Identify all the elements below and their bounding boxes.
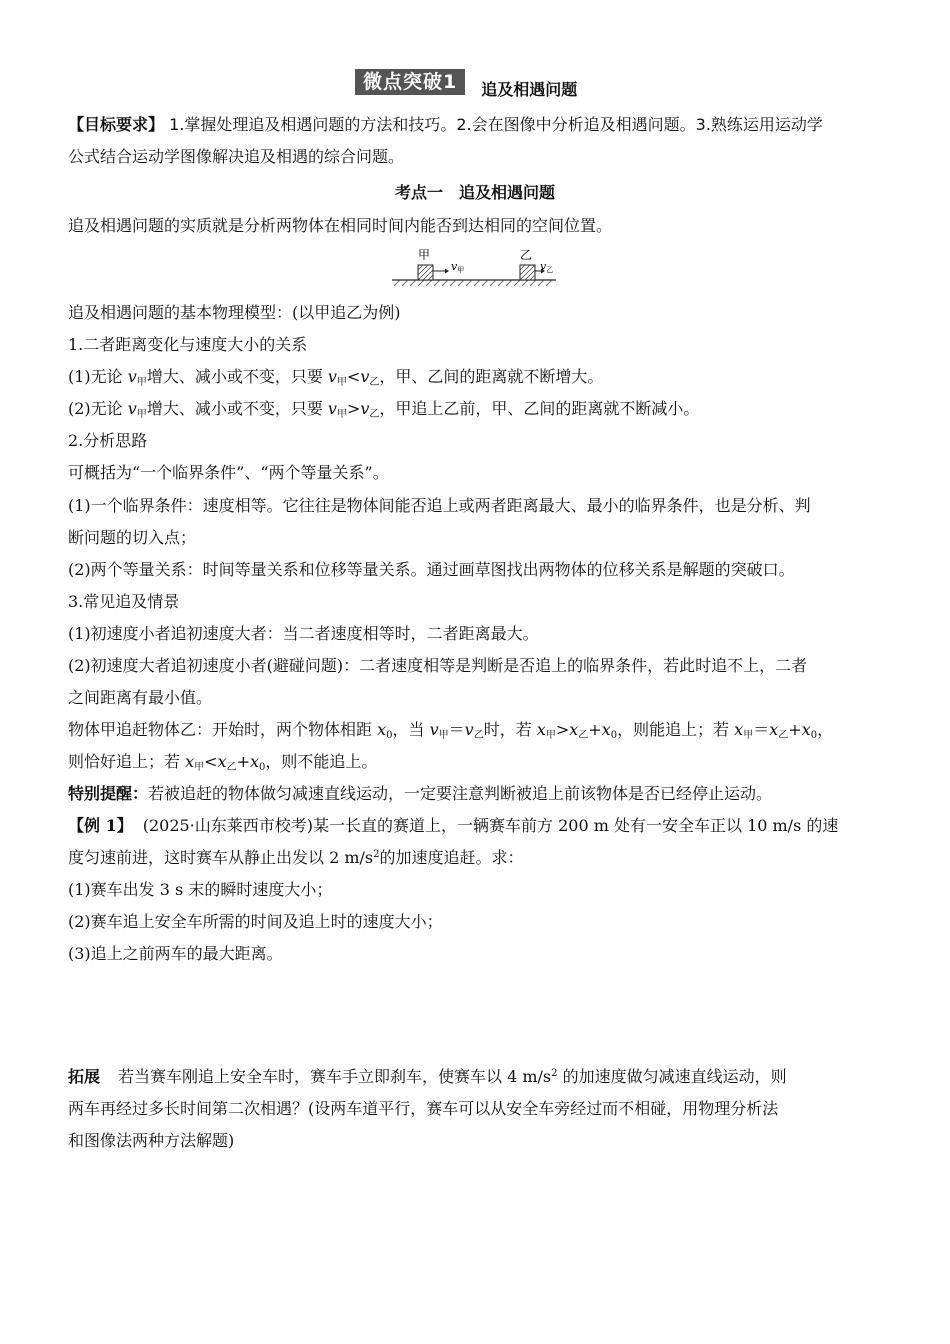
objectives-line-1: 【目标要求】 1.掌握处理追及相遇问题的方法和技巧。2.会在图像中分析追及相遇问题。3.熟练运用运动学 <box>68 115 823 134</box>
model-line: 追及相遇问题的基本物理模型：(以甲追乙为例) <box>68 303 401 322</box>
paragraph-3-3a: 物体甲追赶物体乙：开始时，两个物体相距 $x_0$，当 $v_甲=v_乙$时，若 $x_甲>x_乙+x_0$，则能追上；若 $x_甲=x_乙+x_0$， <box>68 720 834 741</box>
label-jia: 甲 <box>418 248 431 262</box>
extension-line-1: 拓展 若当赛车刚追上安全车时，赛车手立即刹车，使赛车以 4 $m/s^2$ 的加速度做匀减速直线运动，则 <box>68 1067 787 1086</box>
paragraph-2-1a: (1)一个临界条件：速度相等。它往往是物体间能否追上或两者距离最大、最小的临界条件，也是分析、判 <box>68 496 811 515</box>
intro-paragraph: 追及相遇问题的实质就是分析两物体在相同时间内能否到达相同的空间位置。 <box>68 216 613 235</box>
extension-line-2: 两车再经过多长时间第二次相遇？(设两车道平行，赛车可以从安全车旁经过而不相碰，用物理分析法 <box>68 1099 779 1118</box>
example-1-question-2: (2)赛车追上安全车所需的时间及追上时的速度大小； <box>68 912 443 931</box>
heading-1: 1.二者距离变化与速度大小的关系 <box>68 335 308 354</box>
example-1-question-1: (1)赛车出发 3 s 末的瞬时速度大小； <box>68 880 333 899</box>
example-1-question-3: (3)追上之前两车的最大距离。 <box>68 944 283 963</box>
special-note: 特别提醒：若被追赶的物体做匀减速直线运动，一定要注意判断被追上前该物体是否已经停止运动。 <box>68 784 773 803</box>
title <box>355 67 577 97</box>
extension-label: 拓展 <box>68 1067 101 1086</box>
special-note-label: 特别提醒： <box>68 784 149 803</box>
extension-line-3: 和图像法两种方法解题) <box>68 1131 235 1150</box>
objectives-line-2: 公式结合运动学图像解决追及相遇的综合问题。 <box>68 147 405 166</box>
heading-3: 3.常见追及情景 <box>68 592 180 611</box>
title-subtitle: 追及相遇问题 <box>481 79 578 99</box>
paragraph-3-1: (1)初速度小者追初速度大者：当二者速度相等时，二者距离最大。 <box>68 624 539 643</box>
example-1-line-2: 度匀速前进，这时赛车从静止出发以 2 $m/s^2$的加速度追赶。求： <box>68 848 524 867</box>
title-badge: 微点突破1 <box>355 69 465 95</box>
example-1-label: 【例 1】 <box>68 816 133 835</box>
paragraph-3-2b: 之间距离有最小值。 <box>68 688 213 707</box>
label-v-jia: v甲 <box>451 260 465 274</box>
label-v-yi: v乙 <box>540 260 554 274</box>
paragraph-2-2: (2)两个等量关系：时间等量关系和位移等量关系。通过画草图找出两物体的位移关系是解题的突破口。 <box>68 560 795 579</box>
paragraph-3-3b: 则恰好追上；若 $x_甲<x_乙+x_0$，则不能追上。 <box>68 752 378 773</box>
section-heading: 考点一 追及相遇问题 <box>394 183 555 202</box>
block-jia <box>418 265 449 280</box>
paragraph-1-1: (1)无论 $v_甲$增大、减小或不变，只要 $v_甲<v_乙$，甲、乙间的距离就不断增大。 <box>68 367 604 388</box>
example-1-line-1: 【例 1】 (2025·山东莱西市校考)某一长直的赛道上，一辆赛车前方 200 m 处有一安全车正以 10 m/s 的速 <box>68 816 839 835</box>
paragraph-2-intro: 可概括为“一个临界条件”、“两个等量关系”。 <box>68 463 389 482</box>
heading-2: 2.分析思路 <box>68 431 148 450</box>
paragraph-2-1b: 断问题的切入点； <box>68 528 197 547</box>
label-yi: 乙 <box>520 248 533 262</box>
paragraph-1-2: (2)无论 $v_甲$增大、减小或不变，只要 $v_甲>v_乙$，甲追上乙前，甲、乙间的距离就不断减小。 <box>68 399 700 420</box>
objectives-label: 【目标要求】 <box>68 115 165 134</box>
motion-diagram <box>390 246 560 290</box>
paragraph-3-2a: (2)初速度大者追初速度小者(避碰问题)：二者速度相等是判断是否追上的临界条件，若此时追不上，二者 <box>68 656 808 675</box>
